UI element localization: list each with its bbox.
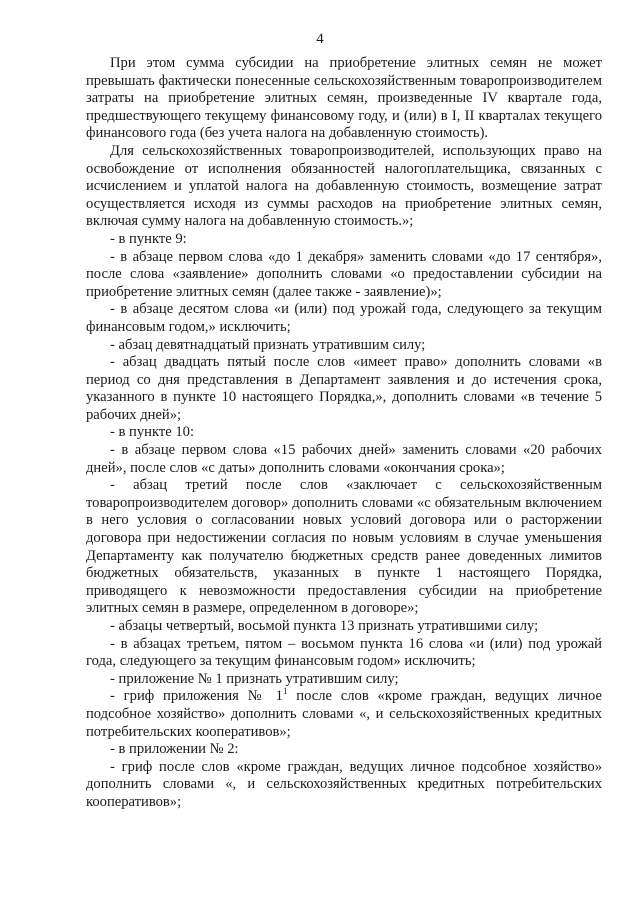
paragraph-point-16: - в абзацах третьем, пятом – восьмом пункта 16 слова «и (или) под урожай года, следующего за текущим финансовым годом» исключить; [86, 635, 602, 670]
grif-superscript: 1 [282, 686, 288, 697]
paragraph-grif-appendix-1-1 [86, 688, 602, 741]
paragraph-point-9-heading: - в пункте 9: [110, 230, 187, 247]
document-body [86, 55, 602, 812]
paragraph-appendix-1: - приложение № 1 признать утратившим силу; [110, 670, 399, 687]
paragraph-point-9-abzac-19: - абзац девятнадцатый признать утратившим силу; [110, 336, 426, 353]
paragraph-subsidy-limit: При этом сумма субсидии на приобретение элитных семян не может превышать фактически понесенные сельскохозяйственным товаропроизводителем затраты на приобретение элитных семян, произведенные IV квартале года, предшествующего текущему финансовому году, и (или) в I, II кварталах текущего финансового года (без учета налога на добавленную стоимость). [86, 55, 602, 142]
paragraph-point-13: - абзацы четвертый, восьмой пункта 13 признать утратившими силу; [110, 618, 539, 634]
paragraph-vat-exempt: Для сельскохозяйственных товаропроизводителей, использующих право на освобождение от исполнения обязанностей налогоплательщика, связанных с исчислением и уплатой налога на добавленную стоимость, возмещение затрат осуществляется исходя из суммы расходов на приобретение элитных семян, включая сумму налога на добавленную стоимость.»; [86, 142, 602, 230]
paragraph-point-10-heading: - в пункте 10: [110, 424, 195, 441]
paragraph-point-9-abzac-10: - в абзаце десятом слова «и (или) под урожай года, следующего за текущим финансовым годом,» исключить; [86, 301, 602, 335]
paragraph-point-10-abzac-3: - абзац третий после слов «заключает с сельскохозяйственным товаропроизводителем договор» дополнить словами «с обязательным включением в него условия о согласовании новых условий договора или о расторжении договора при недостижении согласия по новым условиям в случае уменьшения Департаменту как получателю бюджетных средств ранее доведенных лимитов бюджетных обязательств, указанных в пункте 1 настоящего Порядка, приводящего к невозможности предоставления субсидии на приобретение элитных семян в размере, определенном в договоре»; [86, 477, 602, 617]
paragraph-point-9-abzac-1: - в абзаце первом слова «до 1 декабря» заменить словами «до 17 сентября», после слова «заявление» дополнить словами «о предоставлении субсидии на приобретение элитных семян (далее также - заявление)»; [86, 248, 602, 300]
grif-text-after: после слов «кроме граждан, ведущих личное подсобное хозяйство» дополнить словами «, и сельскохозяйственных кредитных потребительских кооперативов»; [86, 688, 602, 740]
paragraph-appendix-2-heading: - в приложении № 2: [110, 741, 239, 758]
page-number: 4 [316, 31, 324, 47]
paragraph-point-9-abzac-25: - абзац двадцать пятый после слов «имеет право» дополнить словами «в период со дня представления в Департамент заявления и до истечения срока, указанного в пункте 10 настоящего Порядка,», дополнить словами «в течение 5 рабочих дней»; [86, 354, 602, 423]
paragraph-point-10-abzac-1: - в абзаце первом слова «15 рабочих дней» заменить словами «20 рабочих дней», после слов «с даты» дополнить словами «окончания срока»; [86, 442, 602, 476]
grif-text-before: - гриф приложения № 1 [110, 688, 283, 705]
paragraph-appendix-2-grif: - гриф после слов «кроме граждан, ведущих личное подсобное хозяйство» дополнить словами «, и сельскохозяйственных кредитных потребительских кооперативов»; [86, 758, 602, 810]
